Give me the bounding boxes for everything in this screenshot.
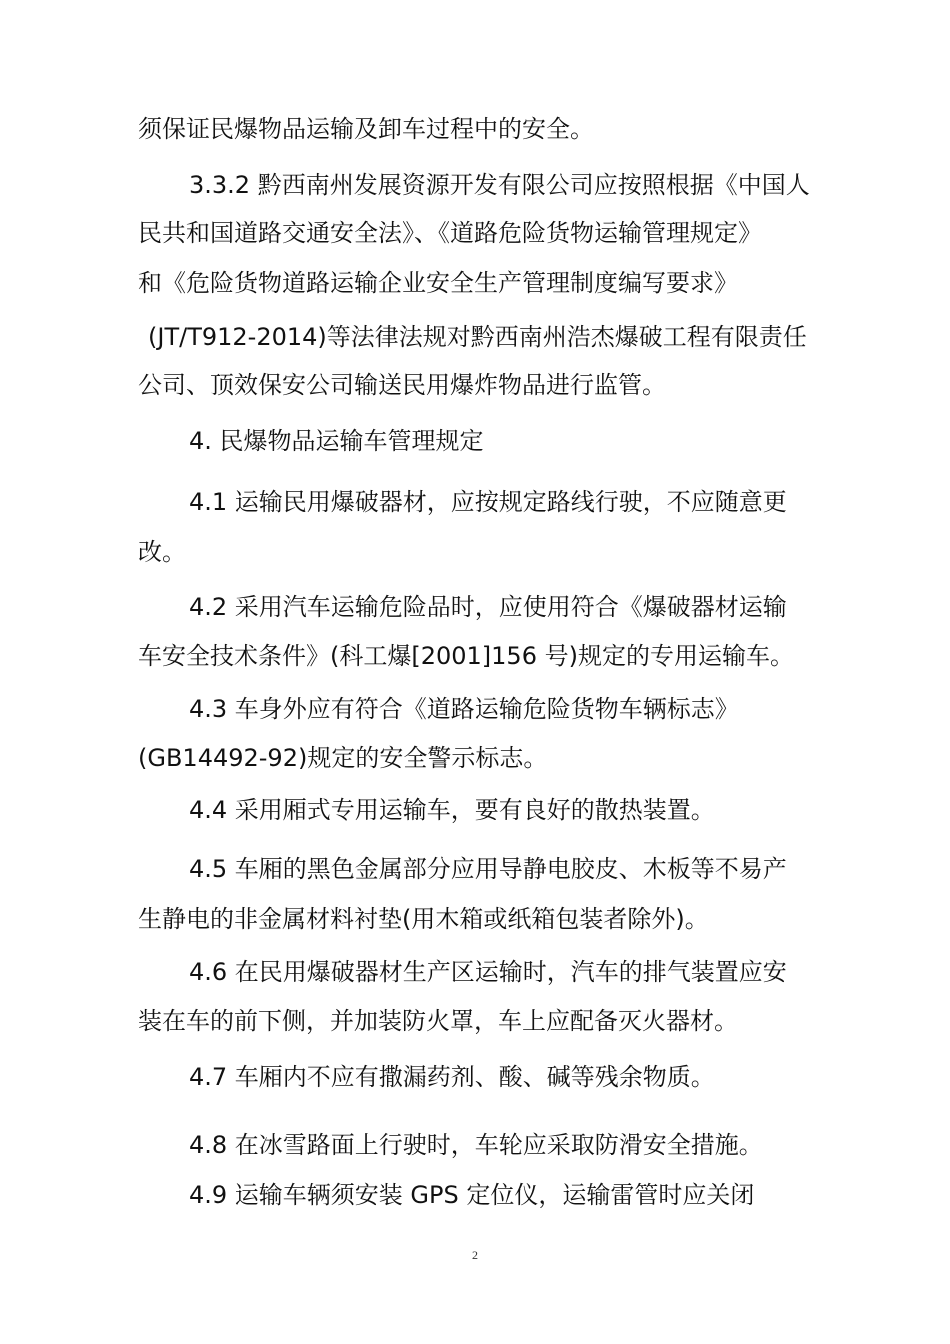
text-line-15: 4.5 车厢的黑色金属部分应用导静电胶皮、木板等不易产	[189, 855, 787, 883]
text-line-11: 车安全技术条件》(科工爆[2001]156 号)规定的专用运输车。	[138, 642, 794, 670]
text-line-14: 4.4 采用厢式专用运输车，要有良好的散热装置。	[189, 796, 715, 824]
text-line-20: 4.8 在冰雪路面上行驶时，车轮应采取防滑安全措施。	[189, 1131, 763, 1159]
text-line-5: (JT/T912-2014)等法律法规对黔西南州浩杰爆破工程有限责任	[148, 323, 807, 351]
text-line-9: 改。	[138, 538, 186, 566]
text-line-12: 4.3 车身外应有符合《道路运输危险货物车辆标志》	[189, 695, 739, 723]
text-line-17: 4.6 在民用爆破器材生产区运输时，汽车的排气装置应安	[189, 958, 787, 986]
text-line-21: 4.9 运输车辆须安装 GPS 定位仪，运输雷管时应关闭	[189, 1181, 755, 1209]
text-line-4: 和《危险货物道路运输企业安全生产管理制度编写要求》	[138, 269, 738, 297]
text-line-6: 公司、顶效保安公司输送民用爆炸物品进行监管。	[138, 371, 666, 399]
page-number: 2	[472, 1248, 478, 1262]
text-line-13: (GB14492-92)规定的安全警示标志。	[138, 744, 548, 772]
text-line-10: 4.2 采用汽车运输危险品时，应使用符合《爆破器材运输	[189, 593, 787, 621]
text-line-1: 须保证民爆物品运输及卸车过程中的安全。	[138, 115, 594, 143]
section-heading-4: 4. 民爆物品运输车管理规定	[189, 427, 484, 455]
text-line-8: 4.1 运输民用爆破器材，应按规定路线行驶，不应随意更	[189, 488, 787, 516]
text-line-19: 4.7 车厢内不应有撒漏药剂、酸、碱等残余物质。	[189, 1063, 715, 1091]
text-line-2: 3.3.2 黔西南州发展资源开发有限公司应按照根据《中国人	[189, 171, 810, 199]
text-line-18: 装在车的前下侧，并加装防火罩，车上应配备灭火器材。	[138, 1007, 738, 1035]
text-line-3: 民共和国道路交通安全法》、《道路危险货物运输管理规定》	[138, 219, 762, 247]
text-line-16: 生静电的非金属材料衬垫(用木箱或纸箱包装者除外)。	[138, 905, 709, 933]
